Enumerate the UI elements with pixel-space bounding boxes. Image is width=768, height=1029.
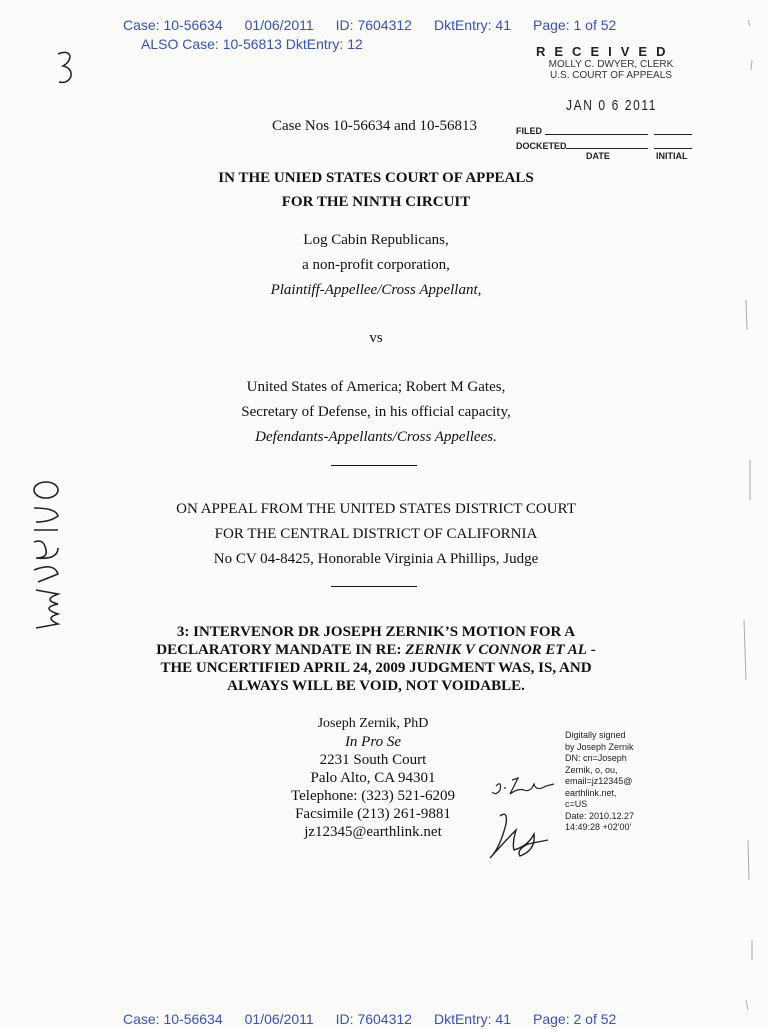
motion-line-3: THE UNCERTIFIED APRIL 24, 2009 JUDGMENT WAS, IS, AND: [160, 660, 592, 676]
contact-telephone: Telephone: (323) 521-6209: [291, 788, 455, 804]
header-case: Case: 10-56634: [123, 17, 223, 33]
divider-1: [331, 465, 417, 466]
versus: vs: [369, 330, 383, 346]
docket-footer: [123, 1011, 616, 1027]
contact-block: [253, 715, 493, 841]
stamp-date-label: DATE: [586, 151, 610, 161]
signature-line: 14:49:28 +02'00': [565, 822, 632, 832]
motion-line-2: [0, 641, 760, 659]
appeal-block: [0, 497, 760, 572]
stamp-docketed-label: DOCKETED: [516, 141, 567, 151]
motion-line-2-prefix: DECLARATORY MANDATE IN RE:: [156, 642, 406, 658]
stamp-initial-label: INITIAL: [656, 151, 688, 161]
divider-2: [331, 586, 417, 587]
stamp-filed-line: [545, 134, 648, 135]
footer-case: Case: 10-56634: [123, 1011, 223, 1027]
stamp-date: JAN 0 6 2011: [566, 97, 658, 114]
appeal-line-1: ON APPEAL FROM THE UNITED STATES DISTRICT COURT: [176, 501, 576, 517]
signature-line: Zernik, o, ou,: [565, 764, 618, 775]
signature-line: by Joseph Zernik: [565, 741, 634, 752]
defendant-role: Defendants-Appellants/Cross Appellees.: [255, 429, 497, 445]
case-numbers: Case Nos 10-56634 and 10-56813: [272, 118, 477, 134]
court-line-2: FOR THE NINTH CIRCUIT: [281, 194, 471, 210]
motion-line-4: ALWAYS WILL BE VOID, NOT VOIDABLE.: [227, 678, 525, 694]
appeal-line-3: No CV 04-8425, Honorable Virginia A Phillips, Judge: [213, 551, 539, 567]
contact-status: In Pro Se: [344, 734, 402, 750]
plaintiff-name: Log Cabin Republicans,: [303, 232, 449, 248]
header-date: 01/06/2011: [244, 17, 314, 33]
motion-line-2-suffix: -: [586, 642, 596, 658]
plaintiff-role: Plaintiff-Appellee/Cross Appellant,: [270, 282, 482, 298]
stamp-received: RECEIVED: [536, 44, 675, 59]
header-dkt: DktEntry: 41: [433, 17, 511, 33]
plaintiff-block: [0, 228, 760, 303]
plaintiff-description: a non-profit corporation,: [302, 257, 450, 273]
margin-handwriting: [30, 478, 66, 643]
handwritten-margin-note-icon: [30, 478, 66, 638]
stamp-filed-line-initial: [654, 134, 692, 135]
handwritten-number: [54, 48, 78, 93]
header-id: ID: 7604312: [335, 17, 412, 33]
footer-date: 01/06/2011: [244, 1011, 314, 1027]
stamp-docketed-line-initial: [654, 148, 692, 149]
defendant-name: United States of America; Robert M Gates,: [246, 379, 506, 395]
contact-city: Palo Alto, CA 94301: [310, 770, 436, 786]
footer-dkt: DktEntry: 41: [433, 1011, 511, 1027]
stamp-court: U.S. COURT OF APPEALS: [550, 70, 672, 81]
defendant-block: [0, 375, 760, 450]
motion-case-name: ZERNIK V CONNOR ET AL: [405, 642, 587, 658]
signature-line: Digitally signed: [565, 730, 626, 740]
contact-street: 2231 South Court: [319, 752, 427, 768]
signature-line: email=jz12345@: [565, 776, 633, 786]
footer-page: Page: 2 of 52: [533, 1011, 617, 1027]
motion-title: [0, 623, 760, 695]
court-line-1: IN THE UNIED STATES COURT OF APPEALS: [218, 170, 534, 186]
handwritten-three-icon: [54, 48, 78, 88]
signature-line: Date: 2010.12.27: [565, 810, 635, 821]
stamp-clerk: MOLLY C. DWYER, CLERK: [548, 59, 674, 70]
signature-line: DN: cn=Joseph: [565, 753, 627, 763]
docket-header: [123, 17, 616, 33]
signature-line: c=US: [565, 799, 588, 809]
defendant-description: Secretary of Defense, in his official capacity,: [241, 404, 511, 420]
motion-line-1: 3: INTERVENOR DR JOSEPH ZERNIK’S MOTION FOR A: [176, 624, 576, 640]
contact-email: jz12345@earthlink.net: [304, 824, 442, 840]
scan-artifact-icon: [738, 0, 768, 1024]
digital-signature-text: [565, 730, 634, 834]
signature-scribble: [488, 770, 568, 875]
header-page: Page: 1 of 52: [533, 17, 617, 33]
contact-facsimile: Facsimile (213) 261-9881: [295, 806, 451, 822]
court-name: [0, 166, 760, 214]
contact-name: Joseph Zernik, PhD: [317, 716, 429, 731]
docket-header-also: ALSO Case: 10-56813 DktEntry: 12: [141, 36, 363, 52]
scan-edge-marks: [738, 0, 768, 1029]
handwritten-signature-icon: [488, 770, 568, 870]
footer-id: ID: 7604312: [335, 1011, 412, 1027]
appeal-line-2: FOR THE CENTRAL DISTRICT OF CALIFORNIA: [214, 526, 538, 542]
stamp-docketed-line: [566, 148, 648, 149]
stamp-filed-label: FILED: [516, 126, 542, 136]
signature-line: earthlink.net,: [565, 787, 617, 798]
